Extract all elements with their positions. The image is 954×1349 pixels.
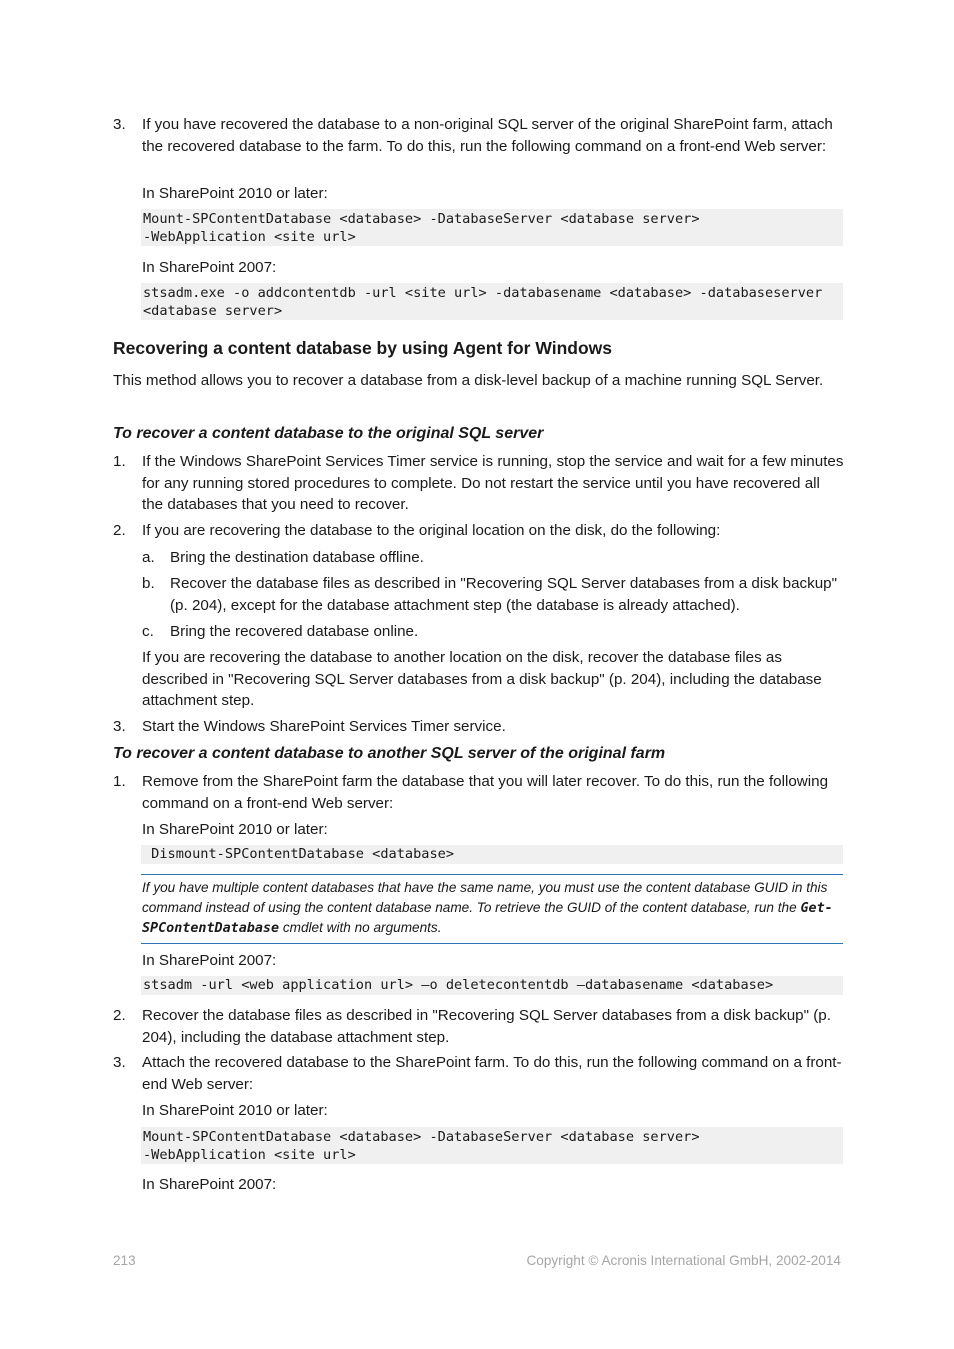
sharepoint-version-label: In SharePoint 2010 or later: bbox=[142, 1102, 328, 1119]
list-number: 3. bbox=[113, 1054, 126, 1071]
list-item-text: Start the Windows SharePoint Services Timer service. bbox=[142, 718, 506, 735]
code-block: stsadm -url <web application url> –o deletecontentdb –databasename <database> bbox=[141, 976, 843, 995]
code-block: Dismount-SPContentDatabase <database> bbox=[141, 845, 843, 864]
list-number: 2. bbox=[113, 522, 126, 539]
procedure-heading: To recover a content database to the original SQL server bbox=[113, 425, 544, 442]
code-block: Mount-SPContentDatabase <database> -DatabaseServer <database server> -WebApplication <site url> bbox=[141, 1127, 843, 1164]
list-item-text: If you are recovering the database to the original location on the disk, do the following: bbox=[142, 522, 721, 539]
note-text: cmdlet with no arguments. bbox=[279, 920, 442, 935]
copyright: Copyright © Acronis International GmbH, 2002-2014 bbox=[526, 1253, 841, 1268]
note-box bbox=[141, 874, 843, 944]
sharepoint-version-label: In SharePoint 2010 or later: bbox=[142, 821, 328, 838]
paragraph: If you are recovering the database to another location on the disk, recover the database files as described in "Recovering SQL Server databases from a disk backup" (p. 204), including the database attachment step. bbox=[142, 649, 822, 709]
page-number: 213 bbox=[113, 1253, 136, 1268]
list-item-text: Attach the recovered database to the SharePoint farm. To do this, run the following command on a front-end Web server: bbox=[142, 1054, 842, 1093]
section-intro: This method allows you to recover a database from a disk-level backup of a machine running SQL Server. bbox=[113, 372, 824, 389]
list-item-text: If you have recovered the database to a non-original SQL server of the original SharePoint farm, attach the recovered database to the farm. To do this, run the following command on a front-end Web server: bbox=[142, 116, 833, 155]
code-block: Mount-SPContentDatabase <database> -DatabaseServer <database server> -WebApplication <site url> bbox=[141, 209, 843, 246]
sharepoint-version-label: In SharePoint 2007: bbox=[142, 259, 277, 276]
list-item-text: Remove from the SharePoint farm the database that you will later recover. To do this, run the following command on a front-end Web server: bbox=[142, 773, 829, 812]
sharepoint-version-label: In SharePoint 2007: bbox=[142, 1176, 277, 1193]
sharepoint-version-label: In SharePoint 2010 or later: bbox=[142, 185, 328, 202]
sublist-letter: a. bbox=[142, 549, 155, 566]
code-block: stsadm.exe -o addcontentdb -url <site url> -databasename <database> -databaseserver <database server> bbox=[141, 283, 843, 320]
sublist-item-text bbox=[170, 573, 844, 616]
section-heading: Recovering a content database by using Agent for Windows bbox=[113, 338, 612, 358]
sharepoint-version-label: In SharePoint 2007: bbox=[142, 952, 277, 969]
list-item-text: Recover the database files as described in "Recovering SQL Server databases from a disk backup" (p. 204), including the database attachment step. bbox=[142, 1007, 831, 1046]
sublist-item-text-content: Recover the database files as described in "Recovering SQL Server databases from a disk backup" (p. 204), except for the database attachment step (the database is already attached). bbox=[170, 575, 838, 614]
sublist-item-text: Bring the recovered database online. bbox=[170, 623, 419, 640]
list-item-text: If the Windows SharePoint Services Timer service is running, stop the service and wait for a few minutes for any running stored procedures to complete. Do not restart the service until you have recovered all the databases that you need to recover. bbox=[142, 453, 844, 513]
list-number: 3. bbox=[113, 116, 126, 133]
procedure-heading: To recover a content database to another SQL server of the original farm bbox=[113, 745, 666, 762]
list-number: 1. bbox=[113, 453, 126, 470]
sublist-letter: b. bbox=[142, 575, 155, 592]
note-command: Get-SPContentDatabase bbox=[142, 900, 833, 936]
sublist-letter: c. bbox=[142, 623, 154, 640]
sublist-item-text: Bring the destination database offline. bbox=[170, 549, 424, 566]
note-text: If you have multiple content databases that have the same name, you must use the content database GUID in this command instead of using the content database name. To retrieve the GUID of the content database, run the bbox=[142, 880, 828, 915]
list-number: 2. bbox=[113, 1007, 126, 1024]
list-number: 3. bbox=[113, 718, 126, 735]
list-number: 1. bbox=[113, 773, 126, 790]
